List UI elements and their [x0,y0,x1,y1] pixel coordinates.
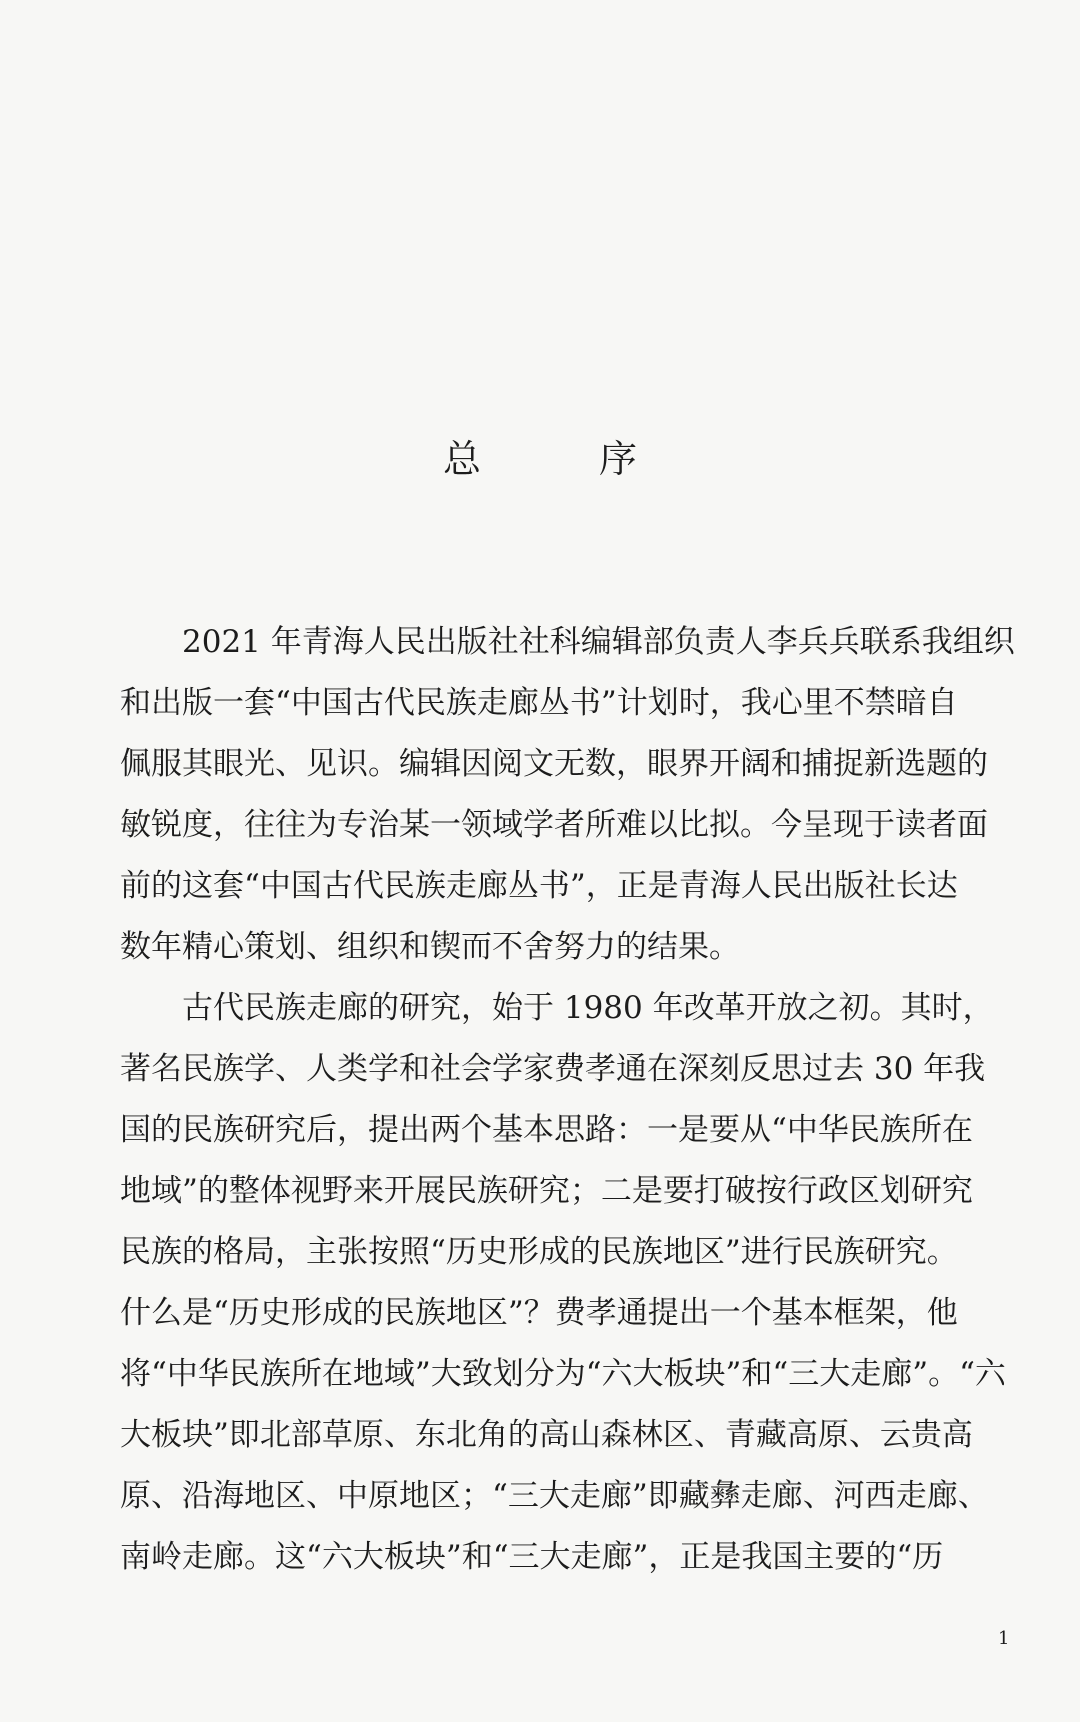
text-line: 前的这套“中国古代民族走廊丛书”，正是青海人民出版社长达 [120,868,958,904]
text-line: 和出版一套“中国古代民族走廊丛书”计划时，我心里不禁暗自 [120,685,958,721]
text-line: 将“中华民族所在地域”大致划分为“六大板块”和“三大走廊”。“六 [120,1356,1006,1392]
text-line: 2021 年青海人民出版社社科编辑部负责人李兵兵联系我组织 [182,624,1015,660]
body-text [120,612,1015,1588]
text-line: 大板块”即北部草原、东北角的高山森林区、青藏高原、云贵高 [120,1417,973,1453]
text-line: 南岭走廊。这“六大板块”和“三大走廊”，正是我国主要的“历 [120,1539,944,1575]
text-line: 佩服其眼光、见识。编辑因阅文无数，眼界开阔和捕捉新选题的 [120,746,988,782]
text-line: 什么是“历史形成的民族地区”？费孝通提出一个基本框架，他 [120,1295,958,1331]
text-line: 民族的格局，主张按照“历史形成的民族地区”进行民族研究。 [120,1234,958,1270]
text-line: 原、沿海地区、中原地区；“三大走廊”即藏彝走廊、河西走廊、 [120,1478,989,1514]
text-line: 古代民族走廊的研究，始于 1980 年改革开放之初。其时， [182,990,994,1026]
text-line: 敏锐度，往往为专治某一领域学者所难以比拟。今呈现于读者面 [120,807,988,843]
text-line: 著名民族学、人类学和社会学家费孝通在深刻反思过去 30 年我 [120,1051,986,1087]
page-number: 1 [998,1628,1010,1649]
text-line: 国的民族研究后，提出两个基本思路：一是要从“中华民族所在 [120,1112,973,1148]
text-line: 地域”的整体视野来开展民族研究；二是要打破按行政区划研究 [120,1173,973,1209]
paragraph [120,612,1015,978]
page-title: 总 序 [442,437,677,481]
paragraph [120,978,1010,1588]
text-line: 数年精心策划、组织和锲而不舍努力的结果。 [120,929,740,965]
